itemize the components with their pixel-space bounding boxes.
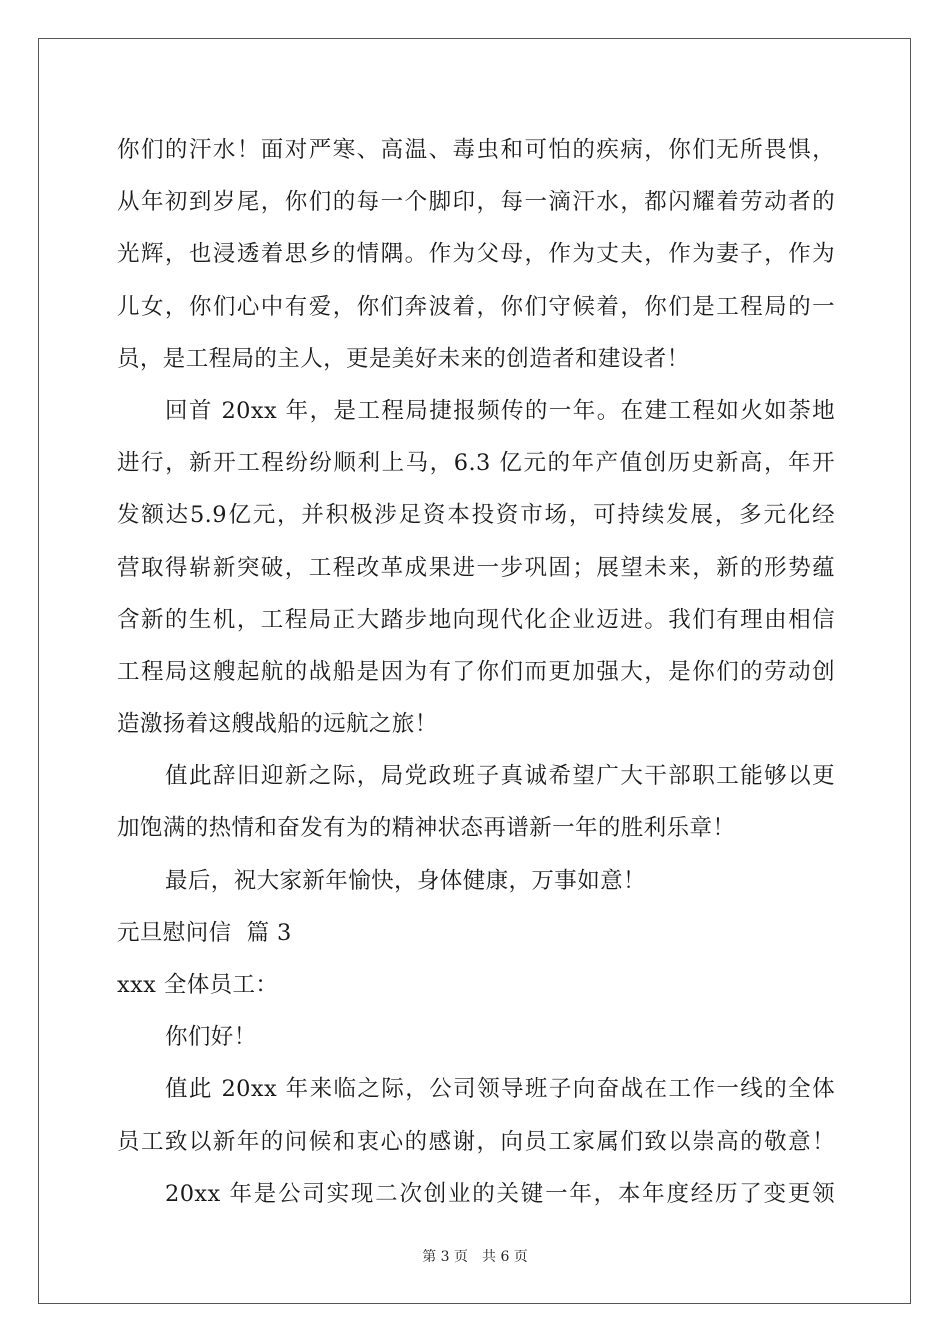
page-total: 共 6 页 [482, 1249, 528, 1265]
paragraph-line: 从年初到岁尾，你们的每一个脚印，每一滴汗水，都闪耀着劳动者的 [117, 189, 835, 216]
paragraph-line: 你们的汗水！面对严寒、高温、毒虫和可怕的疾病，你们无所畏惧， [117, 137, 835, 163]
paragraph-line: 造激扬着这艘战船的远航之旅！ [117, 711, 438, 738]
paragraph-line: 含新的生机，工程局正大踏步地向现代化企业迈进。我们有理由相信 [117, 606, 835, 633]
paragraph-line: 回首 20xx 年，是工程局捷报频传的一年。在建工程如火如荼地 [165, 397, 835, 424]
paragraph-line: 发额达5.9亿元，并积极涉足资本投资市场，可持续发展，多元化经 [117, 502, 835, 529]
paragraph-line: 最后，祝大家新年愉快，身体健康，万事如意！ [165, 867, 646, 894]
greeting: 你们好！ [165, 1024, 257, 1051]
page-footer [0, 1246, 950, 1266]
paragraph-line: 光辉，也浸透着思乡的情隅。作为父母，作为丈夫，作为妻子，作为 [117, 241, 835, 268]
page-number: 第 3 页 [422, 1249, 468, 1265]
document-body [117, 124, 835, 1220]
paragraph-line: 进行，新开工程纷纷顺利上马，6.3 亿元的年产值创历史新高，年开 [117, 450, 835, 477]
paragraph-line: 20xx 年是公司实现二次创业的关键一年，本年度经历了变更领 [165, 1180, 835, 1207]
paragraph-line: 值此辞旧迎新之际，局党政班子真诚希望广大干部职工能够以更 [165, 763, 835, 790]
paragraph-line: 工程局这艘起航的战船是因为有了你们而更加强大，是你们的劳动创 [117, 658, 835, 685]
paragraph-line: 营取得崭新突破，工程改革成果进一步巩固；展望未来，新的形势蕴 [117, 554, 835, 581]
paragraph-line: 儿女，你们心中有爱，你们奔波着，你们守候着，你们是工程局的一 [117, 293, 835, 320]
paragraph-line: 员工致以新年的问候和衷心的感谢，向员工家属们致以崇高的敬意！ [117, 1128, 835, 1155]
paragraph-line: 加饱满的热情和奋发有为的精神状态再谱新一年的胜利乐章！ [117, 815, 736, 842]
section-heading: 元旦慰问信 篇 3 [117, 919, 292, 946]
paragraph-line: 值此 20xx 年来临之际，公司领导班子向奋战在工作一线的全体 [165, 1076, 835, 1103]
salutation: xxx 全体员工： [117, 972, 279, 998]
paragraph-line: 员，是工程局的主人，更是美好未来的创造者和建设者！ [117, 345, 690, 372]
